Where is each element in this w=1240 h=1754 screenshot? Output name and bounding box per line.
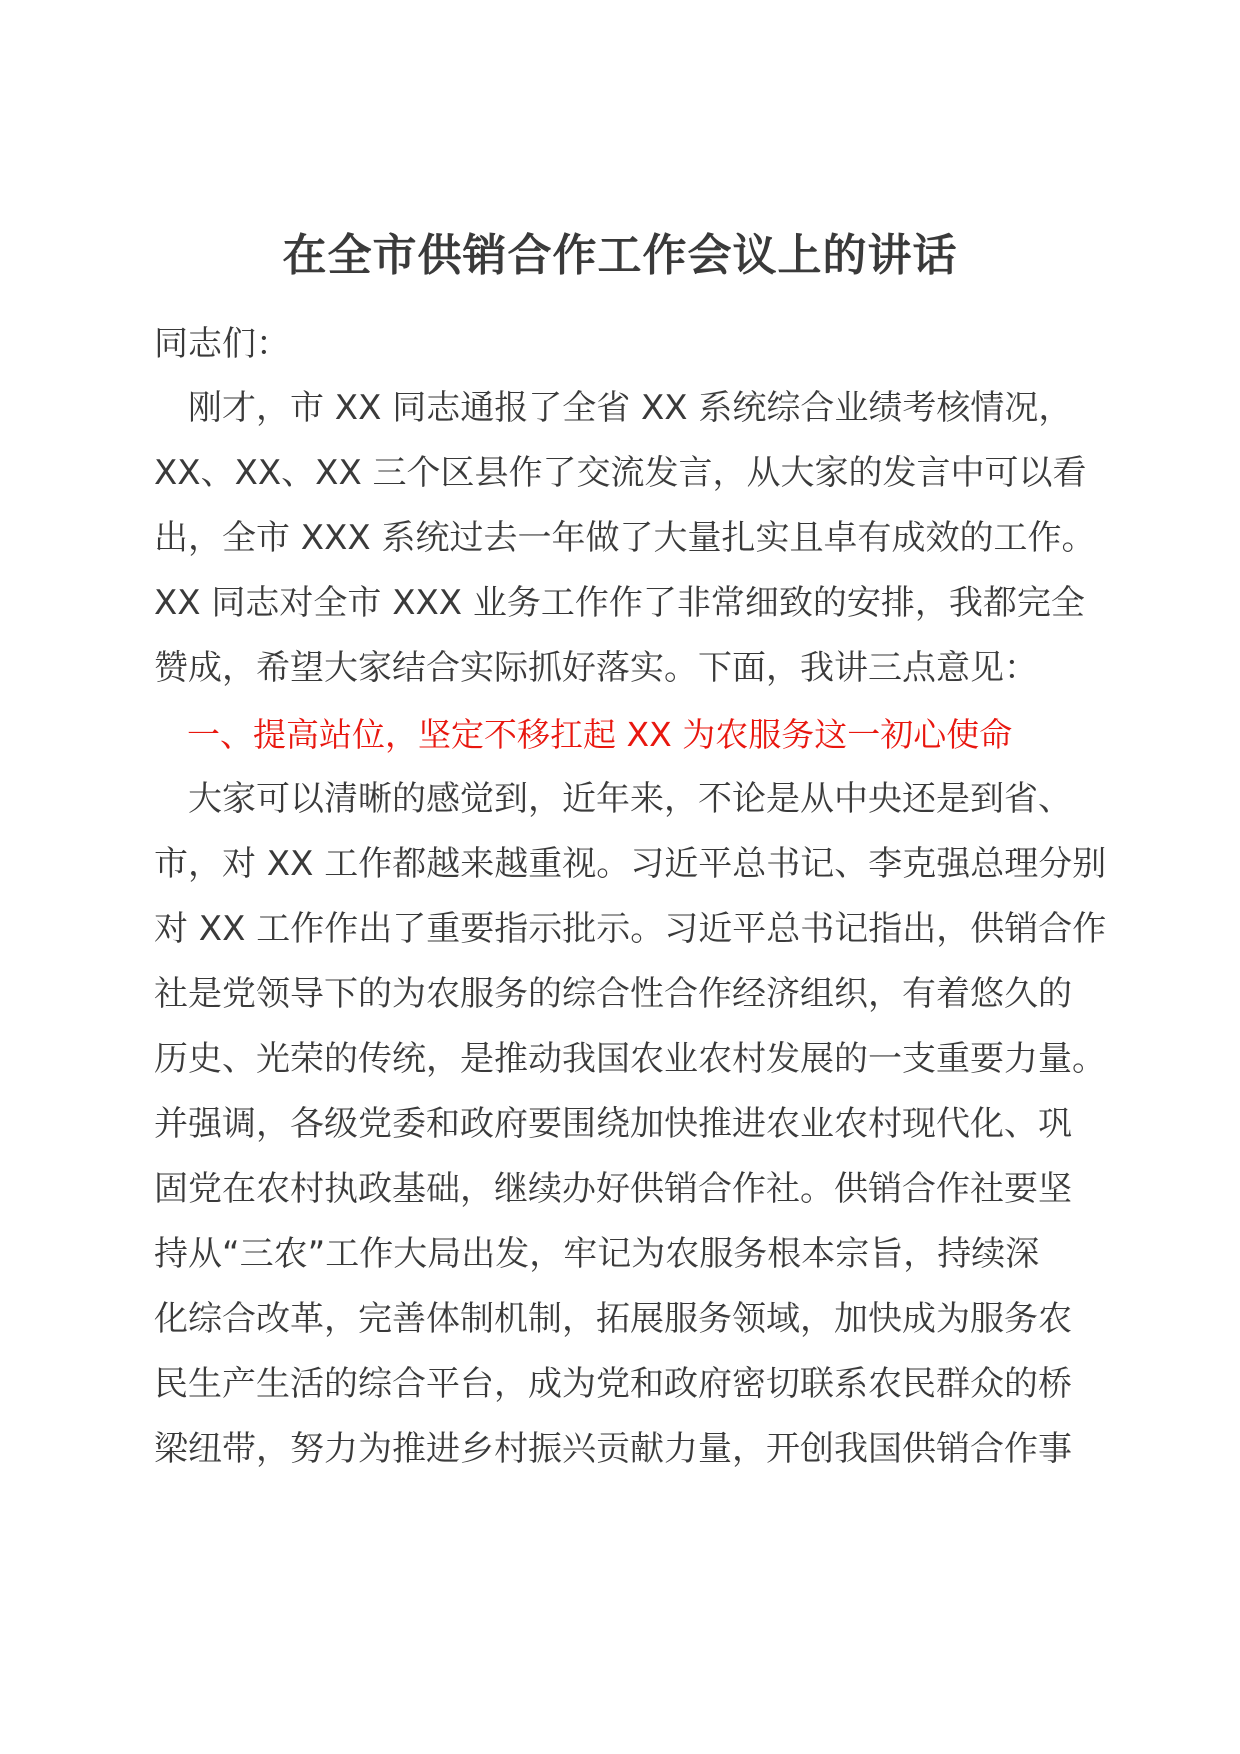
paragraph-line: 大家可以清晰的感觉到，近年来，不论是从中央还是到省、: [154, 779, 1072, 819]
paragraph-1: [154, 376, 1094, 701]
paragraph-line: 民生产生活的综合平台，成为党和政府密切联系农民群众的桥: [154, 1364, 1072, 1404]
document-title: 在全市供销合作工作会议上的讲话: [282, 230, 958, 281]
paragraph-line: 并强调，各级党委和政府要围绕加快推进农业农村现代化、巩: [154, 1104, 1072, 1144]
paragraph-line: XX、XX、XX 三个区县作了交流发言，从大家的发言中可以看: [154, 453, 1087, 493]
paragraph-line: 历史、光荣的传统，是推动我国农业农村发展的一支重要力量。: [154, 1039, 1106, 1079]
paragraph-line: 赞成，希望大家结合实际抓好落实。下面，我讲三点意见：: [154, 648, 1038, 688]
paragraph-line: 出，全市 XXX 系统过去一年做了大量扎实且卓有成效的工作。: [154, 518, 1096, 558]
paragraph-line: 固党在农村执政基础，继续办好供销合作社。供销合作社要坚: [154, 1169, 1072, 1209]
paragraph-line: 梁纽带，努力为推进乡村振兴贡献力量，开创我国供销合作事: [154, 1429, 1072, 1469]
greeting-line: 同志们：: [154, 324, 290, 364]
paragraph-line: 市，对 XX 工作都越来越重视。习近平总书记、李克强总理分别: [154, 844, 1107, 884]
section-heading-1: 一、提高站位，坚定不移扛起 XX 为农服务这一初心使命: [154, 715, 1013, 754]
paragraph-line: 持从“三农”工作大局出发，牢记为农服务根本宗旨，持续深: [154, 1234, 1040, 1274]
paragraph-line: 社是党领导下的为农服务的综合性合作经济组织，有着悠久的: [154, 974, 1072, 1014]
paragraph-line: 对 XX 工作作出了重要指示批示。习近平总书记指出，供销合作: [154, 909, 1107, 949]
greeting: [154, 312, 1094, 377]
paragraph-line: 刚才，市 XX 同志通报了全省 XX 系统综合业绩考核情况，: [154, 388, 1073, 428]
paragraph-line: XX 同志对全市 XXX 业务工作作了非常细致的安排，我都完全: [154, 583, 1085, 623]
paragraph-2: [154, 767, 1107, 1482]
paragraph-line: 化综合改革，完善体制机制，拓展服务领域，加快成为服务农: [154, 1299, 1072, 1339]
